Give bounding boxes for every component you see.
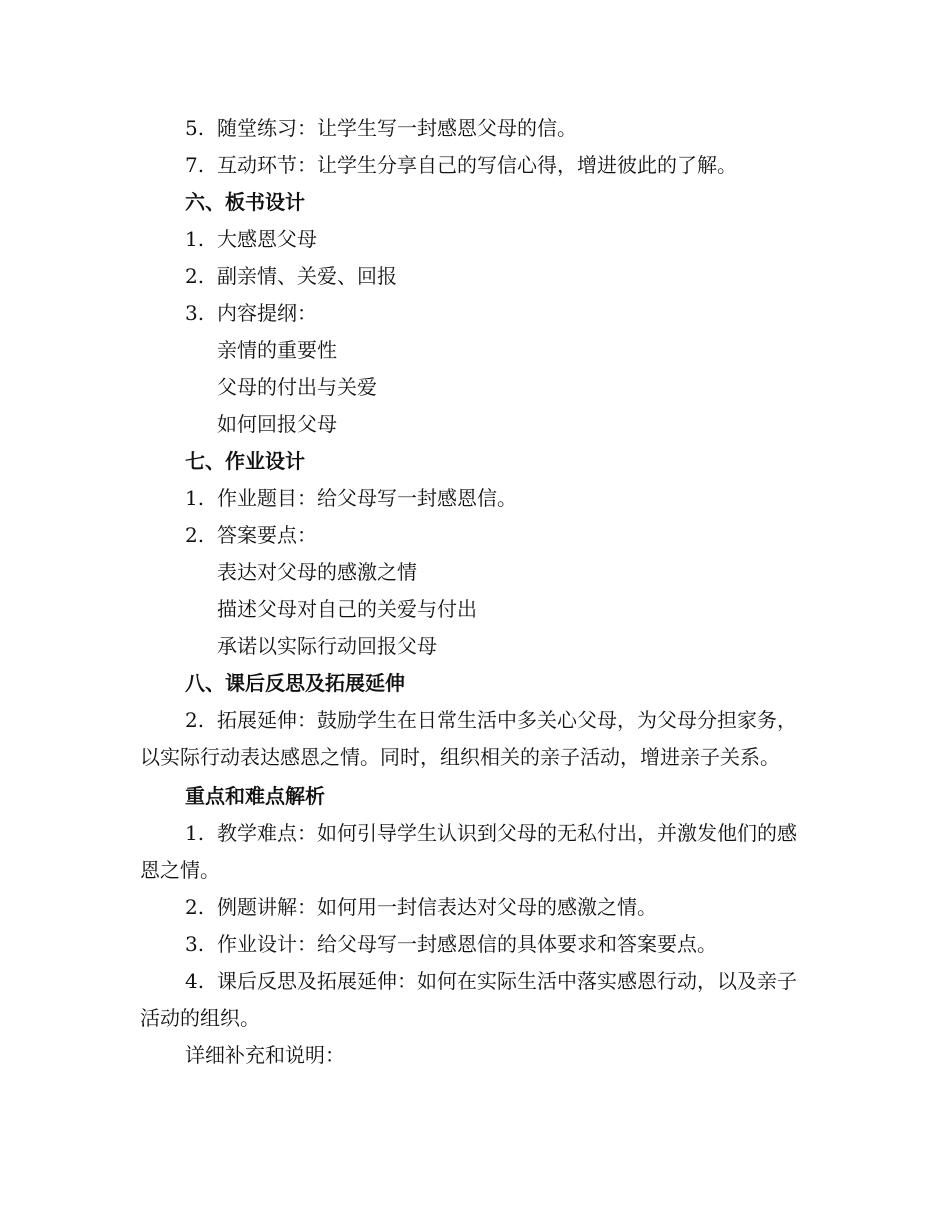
section-heading: 六、板书设计 xyxy=(185,190,305,214)
section-heading: 八、课后反思及拓展延伸 xyxy=(185,671,405,695)
closing-text: 详细补充和说明： xyxy=(185,1043,345,1067)
sub-item: 父母的付出与关爱 xyxy=(217,375,377,399)
sub-item: 如何回报父母 xyxy=(217,412,337,436)
list-item: 7. 互动环节：让学生分享自己的写信心得，增进彼此的了解。 xyxy=(185,153,737,177)
section-heading: 重点和难点解析 xyxy=(185,784,325,808)
sub-item: 亲情的重要性 xyxy=(217,338,337,362)
list-item: 2. 例题讲解：如何用一封信表达对父母的感激之情。 xyxy=(185,895,657,919)
list-item: 2. 副亲情、关爱、回报 xyxy=(185,264,397,288)
sub-item: 描述父母对自己的关爱与付出 xyxy=(217,597,477,621)
list-item: 3. 内容提纲： xyxy=(185,301,317,325)
paragraph: 2. 拓展延伸：鼓励学生在日常生活中多关心父母，为父母分担家务，以实际行动表达感恩之情。同时，组织相关的亲子活动，增进亲子关系。 xyxy=(140,708,797,769)
list-item: 3. 作业设计：给父母写一封感恩信的具体要求和答案要点。 xyxy=(185,932,717,956)
paragraph: 4. 课后反思及拓展延伸：如何在实际生活中落实感恩行动，以及亲子活动的组织。 xyxy=(140,969,797,1030)
sub-item: 表达对父母的感激之情 xyxy=(217,560,417,584)
section-heading: 七、作业设计 xyxy=(185,449,305,473)
list-item: 5. 随堂练习：让学生写一封感恩父母的信。 xyxy=(185,116,577,140)
list-item: 1. 作业题目：给父母写一封感恩信。 xyxy=(185,486,517,510)
sub-item: 承诺以实际行动回报父母 xyxy=(217,634,437,658)
paragraph: 1. 教学难点：如何引导学生认识到父母的无私付出，并激发他们的感恩之情。 xyxy=(140,821,797,882)
list-item: 2. 答案要点： xyxy=(185,523,317,547)
list-item: 1. 大感恩父母 xyxy=(185,227,317,251)
